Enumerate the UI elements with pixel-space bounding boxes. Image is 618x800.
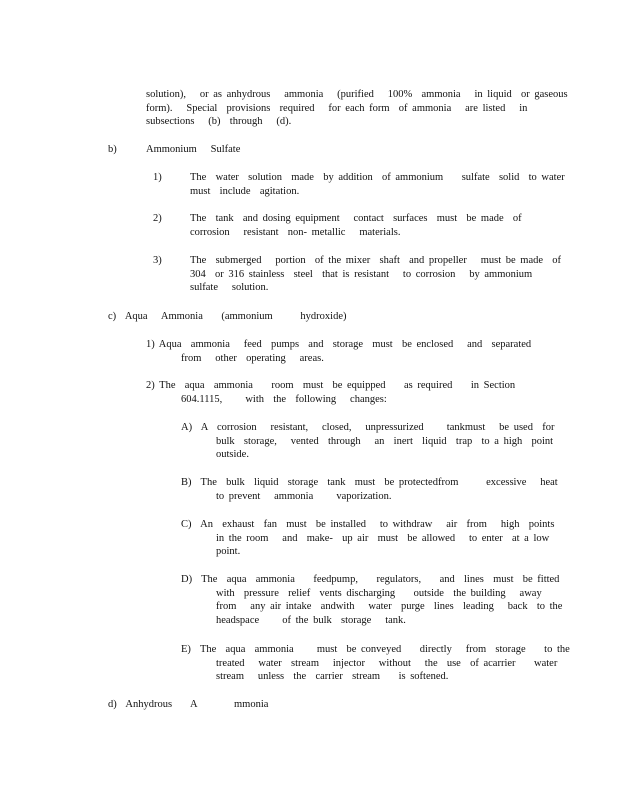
section-c-heading: c) Aqua Ammonia (ammonium hydroxide): [108, 311, 347, 322]
intro-line: subsections (b) through (d).: [146, 116, 292, 128]
section-c-subitem-a: [181, 421, 554, 462]
section-b-heading: Ammonium Sulfate: [146, 144, 241, 155]
intro-line: form). Special provisions required for each form of ammonia are listed in: [146, 102, 528, 114]
paragraph-line: The water solution made by addition of ammonium sulfate solid to water: [190, 172, 565, 183]
section-b-item-3: [190, 254, 561, 295]
section-c-subitem-c: [181, 518, 554, 559]
paragraph-line: point.: [216, 546, 241, 558]
paragraph-line: D) The aqua ammonia feedpump, regulators, and lines must be fitted: [181, 574, 560, 585]
section-b-item-1: [190, 171, 565, 198]
paragraph-line: The tank and dosing equipment contact surfaces must be made of: [190, 213, 522, 224]
paragraph-line: 604.1115, with the following changes:: [181, 393, 387, 405]
section-b-item-marker: 3): [153, 255, 162, 266]
paragraph-line: stream unless the carrier stream is softened.: [216, 671, 449, 683]
section-c-item-2: [146, 379, 515, 406]
paragraph-line: The submerged portion of the mixer shaft and propeller must be made of: [190, 255, 562, 266]
paragraph-line: E) The aqua ammonia must be conveyed directly from storage to the: [181, 644, 570, 655]
intro-line: solution), or as anhydrous ammonia (purified 100% ammonia in liquid or gaseous: [146, 89, 568, 100]
paragraph-line: A) A corrosion resistant, closed, unpressurized tankmust be used for: [181, 422, 555, 433]
section-c-subitem-d: [181, 573, 562, 627]
section-c-subitem-e: [181, 643, 570, 684]
section-c-item-1: [146, 338, 531, 365]
paragraph-line: in the room and make- up air must be allowed to enter at a low: [216, 532, 550, 544]
paragraph-line: treated water stream injector without the use of acarrier water: [216, 657, 558, 669]
section-b-marker: b): [108, 144, 117, 155]
paragraph-line: headspace of the bulk storage tank.: [216, 614, 406, 626]
intro-paragraph: [146, 88, 568, 129]
paragraph-line: corrosion resistant non- metallic materials.: [190, 226, 401, 238]
paragraph-line: with pressure relief vents discharging outside the building away: [216, 587, 542, 599]
paragraph-line: outside.: [216, 449, 249, 461]
paragraph-line: B) The bulk liquid storage tank must be protectedfrom excessive heat: [181, 477, 558, 488]
section-b-item-2: [190, 212, 522, 239]
paragraph-line: 304 or 316 stainless steel that is resistant to corrosion by ammonium: [190, 268, 533, 280]
paragraph-line: 1) Aqua ammonia feed pumps and storage must be enclosed and separated: [146, 339, 532, 350]
section-b-item-marker: 2): [153, 213, 162, 224]
paragraph-line: C) An exhaust fan must be installed to withdraw air from high points: [181, 519, 555, 530]
section-d-heading: d) Anhydrous A mmonia: [108, 699, 269, 710]
paragraph-line: 2) The aqua ammonia room must be equipped as required in Section: [146, 380, 516, 391]
paragraph-line: from any air intake andwith water purge lines leading back to the: [216, 601, 563, 613]
paragraph-line: sulfate solution.: [190, 282, 269, 294]
paragraph-line: bulk storage, vented through an inert liquid trap to a high point: [216, 435, 554, 447]
section-b-item-marker: 1): [153, 172, 162, 183]
paragraph-line: to prevent ammonia vaporization.: [216, 490, 392, 502]
paragraph-line: must include agitation.: [190, 185, 300, 197]
paragraph-line: from other operating areas.: [181, 352, 324, 364]
section-c-subitem-b: [181, 476, 558, 503]
